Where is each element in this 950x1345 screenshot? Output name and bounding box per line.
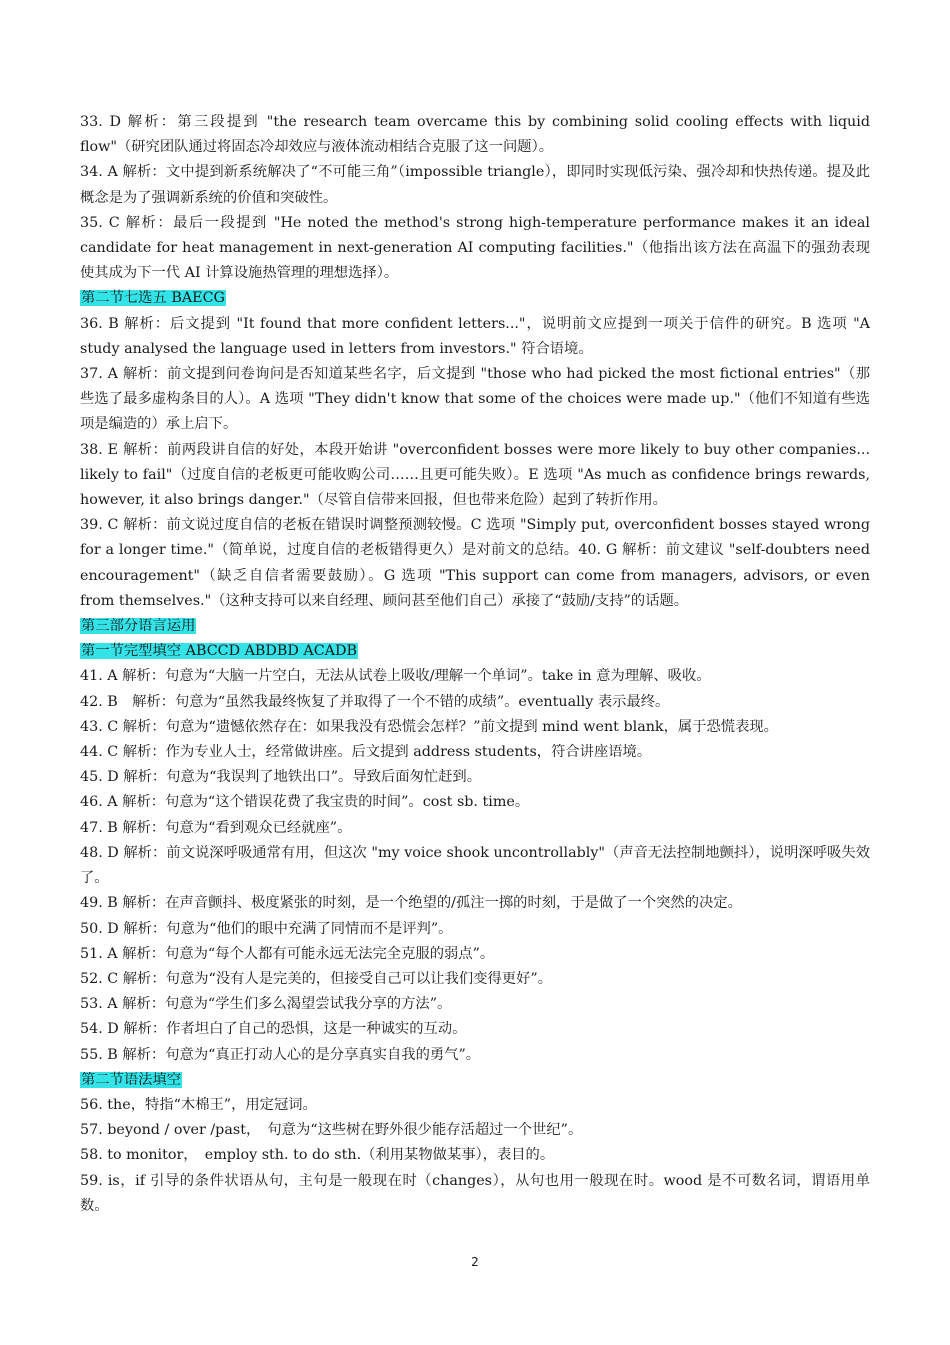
answer-explanation: 45. D 解析：句意为“我误判了地铁出口”。导致后面匆忙赶到。 <box>80 769 482 786</box>
answer-explanation: 53. A 解析：句意为“学生们多么渴望尝试我分享的方法”。 <box>80 996 452 1013</box>
section-heading-text: 第二节语法填空 <box>81 1071 182 1088</box>
answer-explanation: 34. A 解析：文中提到新系统解决了“不可能三角”（impossible triangle），即同时实现低污染、强冷却和快热传递。提及此概念是为了强调新系统的价值和突破性。 <box>80 164 870 206</box>
section-heading-text: 第三部分语言运用 <box>81 618 196 635</box>
answer-explanation: 55. B 解析：句意为“真正打动人心的是分享真实自我的勇气”。 <box>80 1046 481 1063</box>
answer-explanation: 39. C 解析：前文说过度自信的老板在错误时调整预测较慢。C 选项 "Simply put, overconfident bosses stayed wrong for a longer time."（简单说，过度自信的老板错得更久）是对前文的总结。40. G 解析：前文建议 "self-doubters need encouragement"（缺乏自信者需要鼓励）。G 选项 "This support can come from managers, advisors, or even from themselves."（这种支持可以来自经理、顾问甚至他们自己）承接了“鼓励/支持”的话题。 <box>80 517 870 609</box>
answer-key-content <box>80 110 870 1219</box>
answer-explanation: 57. beyond / over /past， 句意为“这些树在野外很少能存活超过一个世纪”。 <box>80 1122 583 1139</box>
answer-explanation: 46. A 解析：句意为“这个错误花费了我宝贵的时间”。cost sb. time。 <box>80 794 530 811</box>
answer-explanation: 43. C 解析：句意为“遗憾依然存在：如果我没有恐慌会怎样？”前文提到 mind went blank，属于恐慌表现。 <box>80 718 778 735</box>
answer-explanation: 33. D 解析：第三段提到 "the research team overcame this by combining solid cooling effects with liquid flow"（研究团队通过将固态冷却效应与液体流动相结合克服了这一问题）。 <box>80 114 870 156</box>
answer-explanation: 59. is，if 引导的条件状语从句，主句是一般现在时（changes），从句也用一般现在时。wood 是不可数名词，谓语用单数。 <box>80 1172 870 1214</box>
section-heading <box>80 614 870 639</box>
answer-explanation: 44. C 解析：作为专业人士，经常做讲座。后文提到 address students，符合讲座语境。 <box>80 744 652 761</box>
answer-explanation: 38. E 解析：前两段讲自信的好处，本段开始讲 "overconfident bosses were more likely to buy other companies... likely to fail"（过度自信的老板更可能收购公司……且更可能失败）。E 选项 "As much as confidence brings rewards, however, it also brings danger."（尽管自信带来回报，但也带来危险）起到了转折作用。 <box>80 441 870 509</box>
answer-explanation: 51. A 解析：句意为“每个人都有可能永远无法完全克服的弱点”。 <box>80 945 495 962</box>
answer-explanation: 58. to monitor， employ sth. to do sth.（利用某物做某事），表目的。 <box>80 1147 555 1164</box>
answer-explanation: 49. B 解析：在声音颤抖、极度紧张的时刻，是一个绝望的/孤注一掷的时刻，于是做了一个突然的决定。 <box>80 895 742 912</box>
answer-explanation: 56. the，特指“木棉王”，用定冠词。 <box>80 1096 317 1113</box>
answer-explanation: 47. B 解析：句意为“看到观众已经就座”。 <box>80 819 352 836</box>
answer-explanation: 52. C 解析：句意为“没有人是完美的，但接受自己可以让我们变得更好”。 <box>80 970 552 987</box>
answer-explanation: 42. B 解析：句意为“虽然我最终恢复了并取得了一个不错的成绩”。eventually 表示最终。 <box>80 693 670 710</box>
answer-explanation: 54. D 解析：作者坦白了自己的恐惧，这是一种诚实的互动。 <box>80 1021 467 1038</box>
section-heading <box>80 639 870 664</box>
page-number: 2 <box>471 1255 479 1269</box>
answer-explanation: 36. B 解析：后文提到 "It found that more confident letters..."，说明前文应提到一项关于信件的研究。B 选项 "A study analysed the language used in letters from investors." 符合语境。 <box>80 315 870 357</box>
section-heading <box>80 286 870 311</box>
answer-explanation: 37. A 解析：前文提到问卷询问是否知道某些名字，后文提到 "those who had picked the most fictional entries"（那些选了最多虚构条目的人）。A 选项 "They didn't know that some of the choices were made up."（他们不知道有些选项是编造的）承上启下。 <box>80 366 870 433</box>
answer-explanation: 35. C 解析：最后一段提到 "He noted the method's strong high-temperature performance makes it an ideal candidate for heat management in next-generation AI computing facilities."（他指出该方法在高温下的强劲表现使其成为下一代 AI 计算设施热管理的理想选择）。 <box>80 214 870 282</box>
section-heading-text: 第二节七选五 BAECG <box>81 290 225 307</box>
section-heading-text: 第一节完型填空 ABCCD ABDBD ACADB <box>81 643 357 660</box>
section-heading <box>80 1068 870 1093</box>
answer-explanation: 41. A 解析：句意为“大脑一片空白，无法从试卷上吸收/理解一个单词”。take in 意为理解、吸收。 <box>80 668 711 685</box>
answer-explanation: 48. D 解析：前文说深呼吸通常有用，但这次 "my voice shook uncontrollably"（声音无法控制地颤抖），说明深呼吸失效了。 <box>80 844 870 887</box>
answer-explanation: 50. D 解析：句意为“他们的眼中充满了同情而不是评判”。 <box>80 920 453 937</box>
